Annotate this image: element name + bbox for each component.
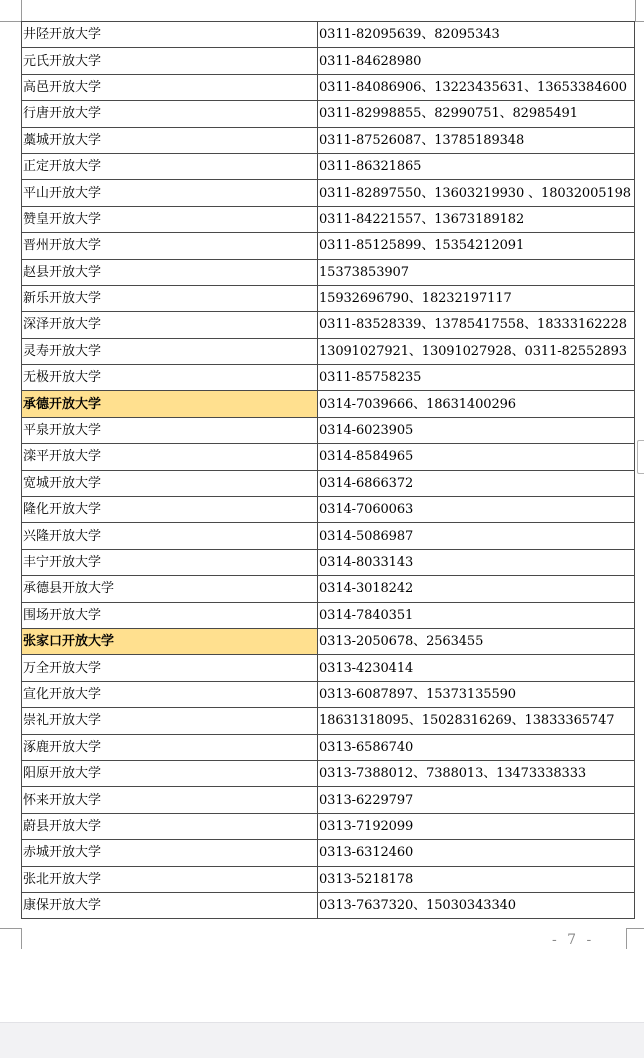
phone-cell: 13091027921、13091027928、0311-82552893 (318, 338, 635, 364)
table-row (22, 734, 635, 760)
table-row (22, 206, 635, 232)
table-row (22, 708, 635, 734)
phone-cell: 0313-6586740 (318, 734, 635, 760)
school-name-cell: 藁城开放大学 (22, 127, 318, 153)
school-name-cell: 赞皇开放大学 (22, 206, 318, 232)
school-name-cell: 怀来开放大学 (22, 787, 318, 813)
table-row (22, 470, 635, 496)
school-name-cell: 承德开放大学 (22, 391, 318, 417)
school-name-cell: 康保开放大学 (22, 892, 318, 918)
school-name-cell: 灵寿开放大学 (22, 338, 318, 364)
school-name-cell: 元氏开放大学 (22, 48, 318, 74)
school-name-cell: 涿鹿开放大学 (22, 734, 318, 760)
table-row (22, 417, 635, 443)
table-row (22, 813, 635, 839)
table-row (22, 312, 635, 338)
table-row (22, 549, 635, 575)
contact-table (21, 21, 635, 919)
table-row (22, 259, 635, 285)
phone-cell: 0313-2050678、2563455 (318, 628, 635, 654)
phone-cell: 0313-7388012、7388013、13473338333 (318, 760, 635, 786)
crop-mark-bottom-left (0, 928, 22, 949)
school-name-cell: 崇礼开放大学 (22, 708, 318, 734)
school-name-cell: 承德县开放大学 (22, 576, 318, 602)
table-row (22, 866, 635, 892)
phone-cell: 0311-84086906、13223435631、13653384600 (318, 74, 635, 100)
table-row (22, 127, 635, 153)
table-row (22, 74, 635, 100)
table-row (22, 655, 635, 681)
phone-cell: 0311-85758235 (318, 365, 635, 391)
phone-cell: 0314-7060063 (318, 497, 635, 523)
crop-mark-top-left (0, 0, 22, 22)
phone-cell: 0313-4230414 (318, 655, 635, 681)
school-name-cell: 赤城开放大学 (22, 840, 318, 866)
school-name-cell: 蔚县开放大学 (22, 813, 318, 839)
school-name-cell: 宽城开放大学 (22, 470, 318, 496)
phone-cell: 0314-8033143 (318, 549, 635, 575)
region-header-row (22, 391, 635, 417)
school-name-cell: 围场开放大学 (22, 602, 318, 628)
school-name-cell: 兴隆开放大学 (22, 523, 318, 549)
school-name-cell: 宣化开放大学 (22, 681, 318, 707)
phone-cell: 18631318095、15028316269、13833365747 (318, 708, 635, 734)
school-name-cell: 平山开放大学 (22, 180, 318, 206)
contact-table-body (22, 22, 635, 919)
phone-cell: 0314-5086987 (318, 523, 635, 549)
phone-cell: 0311-86321865 (318, 153, 635, 179)
school-name-cell: 行唐开放大学 (22, 101, 318, 127)
table-row (22, 180, 635, 206)
table-row (22, 444, 635, 470)
table-row (22, 153, 635, 179)
table-row (22, 497, 635, 523)
school-name-cell: 平泉开放大学 (22, 417, 318, 443)
phone-cell: 0311-87526087、13785189348 (318, 127, 635, 153)
phone-cell: 0313-5218178 (318, 866, 635, 892)
phone-cell: 0313-7192099 (318, 813, 635, 839)
phone-cell: 0311-82998855、82990751、82985491 (318, 101, 635, 127)
table-row (22, 840, 635, 866)
school-name-cell: 深泽开放大学 (22, 312, 318, 338)
school-name-cell: 阳原开放大学 (22, 760, 318, 786)
phone-cell: 0311-82095639、82095343 (318, 22, 635, 48)
region-header-row (22, 628, 635, 654)
phone-cell: 0314-3018242 (318, 576, 635, 602)
table-row (22, 760, 635, 786)
page-number: - 7 - (552, 932, 595, 948)
phone-cell: 0311-82897550、13603219930 、18032005198 (318, 180, 635, 206)
phone-cell: 0311-84628980 (318, 48, 635, 74)
table-row (22, 365, 635, 391)
phone-cell: 15932696790、18232197117 (318, 285, 635, 311)
table-row (22, 338, 635, 364)
school-name-cell: 新乐开放大学 (22, 285, 318, 311)
phone-cell: 0314-7840351 (318, 602, 635, 628)
table-row (22, 681, 635, 707)
page-side-marker (637, 440, 644, 474)
phone-cell: 15373853907 (318, 259, 635, 285)
phone-cell: 0313-6229797 (318, 787, 635, 813)
phone-cell: 0314-8584965 (318, 444, 635, 470)
phone-cell: 0314-6866372 (318, 470, 635, 496)
school-name-cell: 无极开放大学 (22, 365, 318, 391)
school-name-cell: 万全开放大学 (22, 655, 318, 681)
phone-cell: 0311-84221557、13673189182 (318, 206, 635, 232)
phone-cell: 0313-6087897、15373135590 (318, 681, 635, 707)
phone-cell: 0311-85125899、15354212091 (318, 233, 635, 259)
table-row (22, 602, 635, 628)
phone-cell: 0313-6312460 (318, 840, 635, 866)
school-name-cell: 井陉开放大学 (22, 22, 318, 48)
school-name-cell: 正定开放大学 (22, 153, 318, 179)
phone-cell: 0311-83528339、13785417558、18333162228 (318, 312, 635, 338)
school-name-cell: 晋州开放大学 (22, 233, 318, 259)
phone-cell: 0314-7039666、18631400296 (318, 391, 635, 417)
school-name-cell: 隆化开放大学 (22, 497, 318, 523)
table-row (22, 22, 635, 48)
school-name-cell: 滦平开放大学 (22, 444, 318, 470)
table-row (22, 523, 635, 549)
crop-mark-top-right (635, 0, 644, 22)
window-bottom-bar (0, 1022, 644, 1058)
table-row (22, 285, 635, 311)
school-name-cell: 赵县开放大学 (22, 259, 318, 285)
table-row (22, 48, 635, 74)
table-row (22, 892, 635, 918)
school-name-cell: 丰宁开放大学 (22, 549, 318, 575)
phone-cell: 0314-6023905 (318, 417, 635, 443)
school-name-cell: 张家口开放大学 (22, 628, 318, 654)
school-name-cell: 高邑开放大学 (22, 74, 318, 100)
table-row (22, 233, 635, 259)
table-row (22, 101, 635, 127)
school-name-cell: 张北开放大学 (22, 866, 318, 892)
crop-mark-bottom-right (626, 928, 644, 949)
table-row (22, 576, 635, 602)
table-row (22, 787, 635, 813)
phone-cell: 0313-7637320、15030343340 (318, 892, 635, 918)
